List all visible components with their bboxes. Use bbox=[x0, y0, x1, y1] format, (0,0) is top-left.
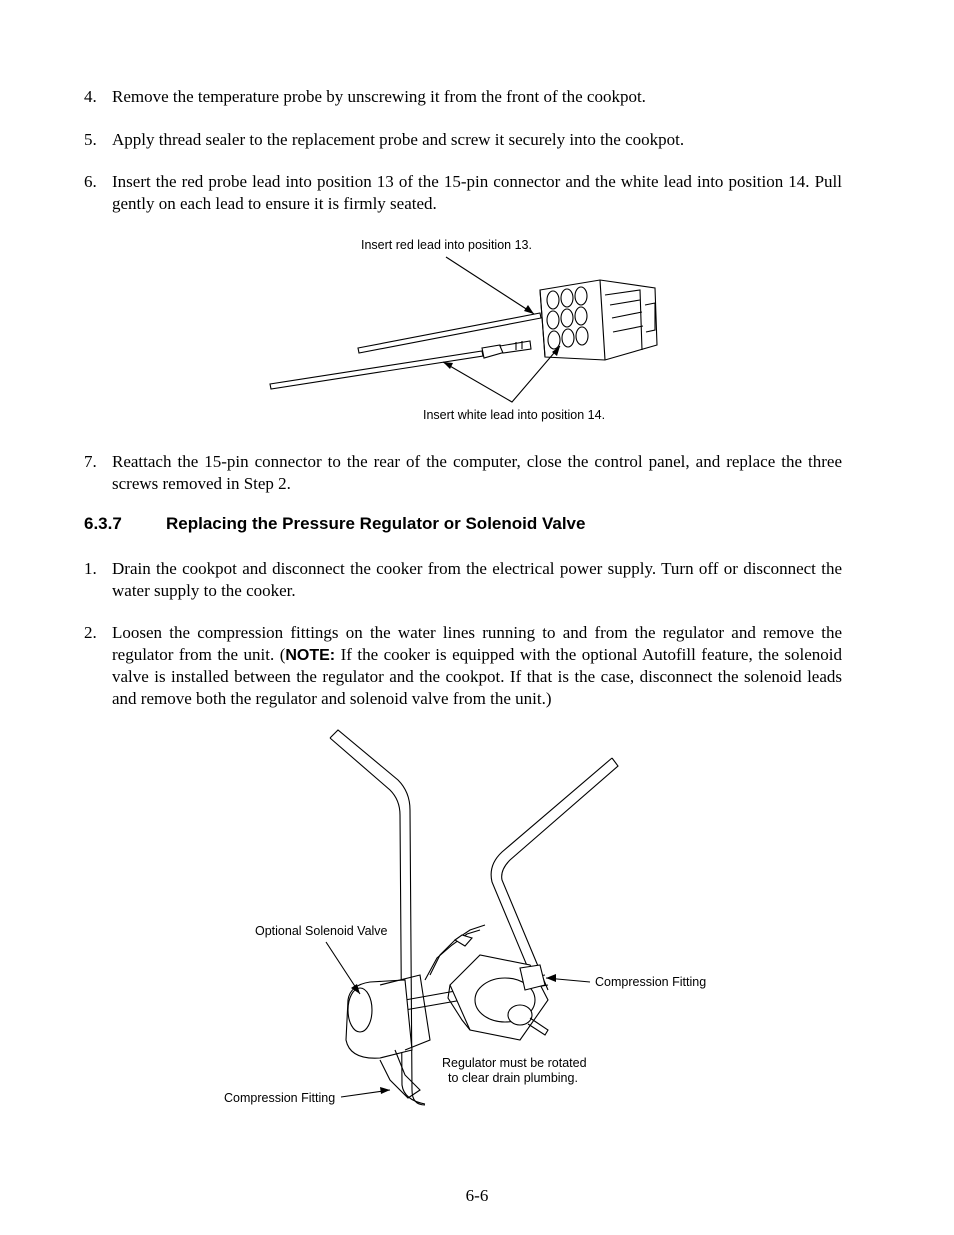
step-1 bbox=[84, 558, 842, 601]
step-text-before: Loosen the compression fittings on the water lines running to and from the regulator and remove the regulator from the unit. ( bbox=[112, 623, 842, 664]
step-text: Apply thread sealer to the replacement probe and screw it securely into the cookpot. bbox=[112, 130, 685, 149]
step-4 bbox=[84, 86, 842, 108]
step-7 bbox=[84, 451, 842, 494]
step-number: 5. bbox=[84, 130, 97, 149]
step-number: 2. bbox=[84, 623, 97, 642]
step-6 bbox=[84, 171, 842, 214]
label-solenoid-valve: Optional Solenoid Valve bbox=[255, 924, 388, 938]
step-number: 7. bbox=[84, 452, 97, 471]
page-number: 6-6 bbox=[465, 1186, 489, 1205]
note-label: NOTE: bbox=[285, 646, 336, 664]
section-title: Replacing the Pressure Regulator or Solenoid Valve bbox=[166, 514, 586, 533]
label-regulator-line2: to clear drain plumbing. bbox=[448, 1071, 578, 1085]
label-compression-fitting-right: Compression Fitting bbox=[595, 975, 707, 989]
section-heading bbox=[84, 514, 585, 534]
step-text: Insert the red probe lead into position 13 of the 15-pin connector and the white lead into position 14. Pull gently on each lead to ensure it is firmly seated. bbox=[112, 172, 842, 213]
step-number: 6. bbox=[84, 172, 97, 191]
label-compression-fitting-left: Compression Fitting bbox=[224, 1091, 336, 1105]
step-text-after: If the cooker is equipped with the optional Autofill feature, the solenoid valve is installed between the regulator and the cookpot. If that is the case, disconnect the solenoid leads and remove both the regulator and solenoid valve from the unit.) bbox=[112, 644, 843, 708]
label-red-lead: Insert red lead into position 13. bbox=[361, 238, 532, 252]
label-regulator-line1: Regulator must be rotated bbox=[442, 1056, 587, 1070]
step-2 bbox=[84, 622, 842, 709]
label-white-lead: Insert white lead into position 14. bbox=[423, 408, 606, 422]
step-text bbox=[112, 622, 842, 709]
step-text: Drain the cookpot and disconnect the cooker from the electrical power supply. Turn off or disconnect the water supply to the cooker. bbox=[112, 559, 842, 600]
step-text: Reattach the 15-pin connector to the rear of the computer, close the control panel, and replace the three screws removed in Step 2. bbox=[112, 452, 842, 493]
step-number: 4. bbox=[84, 87, 97, 106]
step-5 bbox=[84, 129, 842, 151]
step-number: 1. bbox=[84, 559, 97, 578]
section-number: 6.3.7 bbox=[84, 514, 122, 533]
step-text: Remove the temperature probe by unscrewing it from the front of the cookpot. bbox=[112, 87, 646, 106]
